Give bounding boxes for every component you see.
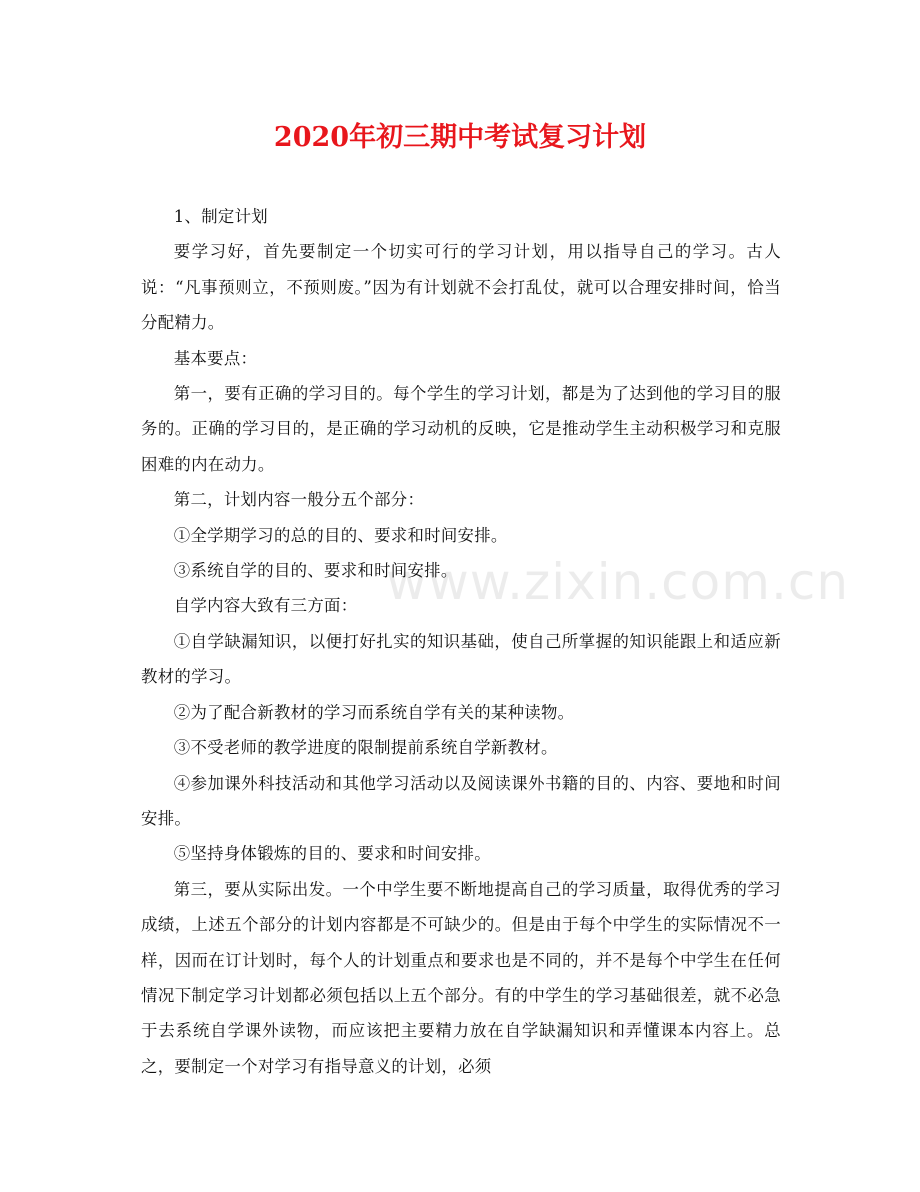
paragraph: ③不受老师的教学进度的限制提前系统自学新教材。 [173,738,558,758]
paragraph: ②为了配合新教材的学习而系统自学有关的某种读物。 [173,702,575,722]
paragraph: 第二，计划内容一般分五个部分： [173,490,425,510]
paragraph: 要学习好，首先要制定一个切实可行的学习计划，用以指导自己的学习。古人说：“凡事预则立，不预则废。”因为有计划就不会打乱仗，就可以合理安排时间，恰当分配精力。 [141,242,781,333]
paragraph: 1、制定计划 [173,207,268,226]
watermark-text: www.zixin.com.cn [386,553,850,611]
document-body [141,199,781,1084]
paragraph: ⑤坚持身体锻炼的目的、要求和时间安排。 [173,844,491,864]
document-title: 2020年初三期中考试复习计划 [273,122,647,153]
paragraph: ①全学期学习的总的目的、要求和时间安排。 [173,525,508,545]
paragraph: 自学内容大致有三方面： [173,596,358,616]
paragraph: ③系统自学的目的、要求和时间安排。 [173,561,458,581]
paragraph: ①自学缺漏知识，以便打好扎实的知识基础，使自己所掌握的知识能跟上和适应新教材的学习。 [141,631,781,687]
paragraph: 第三，要从实际出发。一个中学生要不断地提高自己的学习质量，取得优秀的学习成绩，上述五个部分的计划内容都是不可缺少的。但是由于每个中学生的实际情况不一样，因而在订计划时，每个人的计划重点和要求也是不同的，并不是每个中学生在任何情况下制定学习计划都必须包括以上五个部分。有的中学生的学习基础很差，就不必急于去系统自学课外读物，而应该把主要精力放在自学缺漏知识和弄懂课本内容上。总之，要制定一个对学习有指导意义的计划，必须 [141,879,781,1076]
paragraph: 基本要点： [173,348,258,368]
paragraph: 第一，要有正确的学习目的。每个学生的学习计划，都是为了达到他的学习目的服务的。正确的学习目的，是正确的学习动机的反映，它是推动学生主动积极学习和克服困难的内在动力。 [141,384,781,474]
paragraph: ④参加课外科技活动和其他学习活动以及阅读课外书籍的目的、内容、要地和时间安排。 [141,773,781,828]
